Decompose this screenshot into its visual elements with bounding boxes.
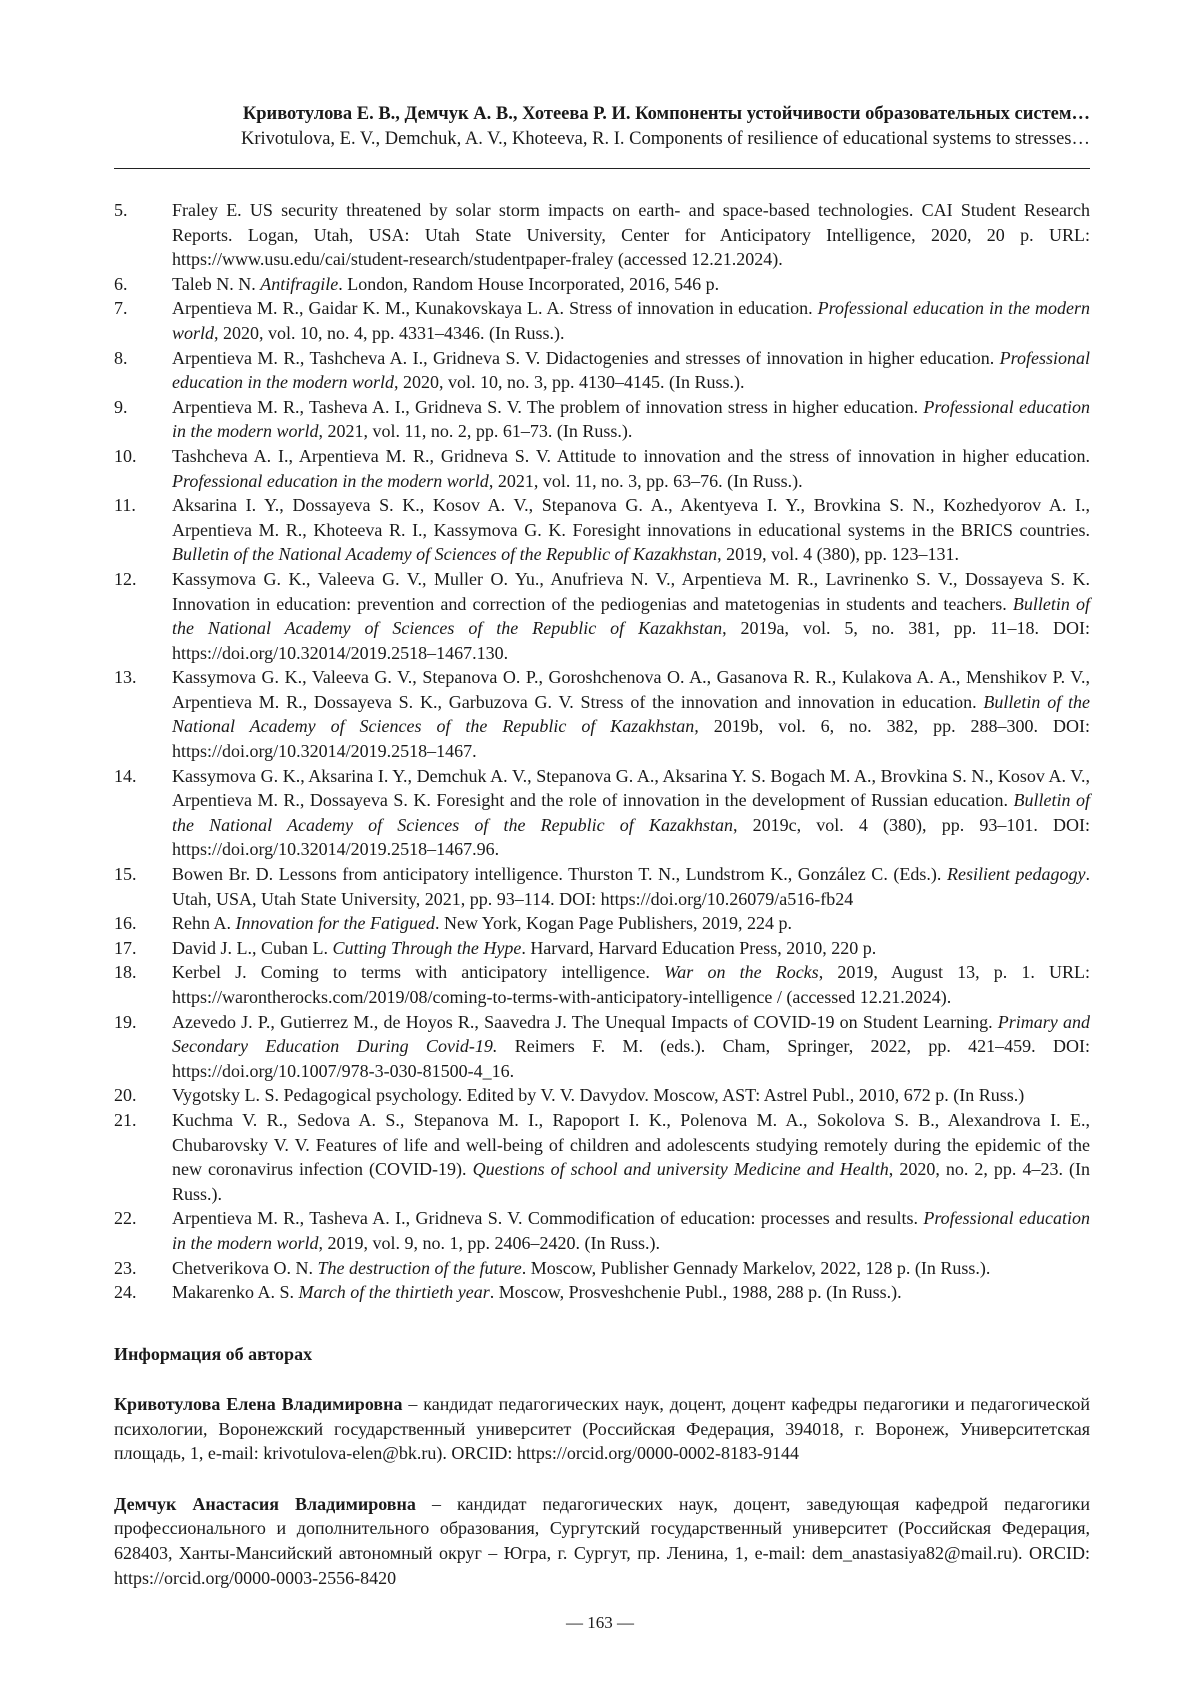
reference-text	[172, 1280, 1090, 1305]
reference-text	[172, 862, 1090, 911]
reference-text-part: Arpentieva M. R., Tashcheva A. I., Gridneva S. V. Didactogenies and stresses of innovation in higher education.	[172, 347, 1000, 368]
reference-text-part: Azevedo J. P., Gutierrez M., de Hoyos R., Saavedra J. The Unequal Impacts of COVID-19 on Student Learning.	[172, 1011, 998, 1032]
reference-number: 17.	[114, 937, 137, 958]
reference-text-part: , 2019a, vol. 5, no. 381, pp. 11–18. DOI: https://doi.org/10.32014/2019.2518–1467.130.	[172, 618, 1090, 663]
reference-number: 12.	[114, 568, 137, 589]
reference-source-title: Cutting Through the Hype	[332, 937, 522, 958]
reference-number: 16.	[114, 913, 137, 934]
reference-text-part: Reimers F. M. (eds.). Cham, Springer, 2022, pp. 421–459. DOI: https://doi.org/10.1007/978-3-030-81500-4_16.	[172, 1036, 1090, 1081]
author-details: – кандидат педагогических наук, доцент, заведующая кафедрой педагогики профессионального и дополнительного образования, Сургутский государственный университет (Российская Федерация, 628403, Ханты-Мансийский автономный округ – Югра, г. Сургут, пр. Ленина, 1, e-mail: dem_anastasiya82@mail.ru). ORCID: https://orcid.org/0000-0003-2556-8420	[114, 1493, 1091, 1588]
reference-text-part: David J. L., Cuban L.	[172, 937, 333, 958]
reference-item	[114, 862, 1090, 911]
reference-source-title: Bulletin of the National Academy of Sciences of the Republic of Kazakhstan	[172, 544, 718, 565]
reference-source-title: The destruction of the future	[317, 1257, 522, 1278]
reference-item	[114, 346, 1090, 395]
reference-text-part: Kerbel J. Coming to terms with anticipatory intelligence.	[172, 962, 664, 983]
reference-text-part: , 2021, vol. 11, no. 2, pp. 61–73. (In Russ.).	[318, 421, 633, 442]
reference-text-part: Kuchma V. R., Sedova A. S., Stepanova M. I., Rapoport I. K., Polenova M. A., Sokolova S. B., Alexandrova I. E., Chubarovsky V. V. Features of life and well-being of children and adolescents studying remotely during the epidemic of the new coronavirus infection (COVID-19).	[172, 1109, 1090, 1180]
reference-text	[172, 936, 1090, 961]
reference-text	[172, 764, 1090, 862]
author-list	[114, 1392, 1090, 1590]
reference-text	[172, 567, 1090, 665]
reference-item	[114, 493, 1090, 567]
reference-source-title: Professional education in the modern world	[172, 347, 1090, 393]
reference-text	[172, 1108, 1090, 1206]
reference-item	[114, 198, 1090, 272]
reference-text-part: Arpentieva M. R., Tasheva A. I., Gridneva S. V. The problem of innovation stress in higher education.	[172, 396, 924, 417]
author-entry	[114, 1392, 1090, 1466]
reference-number: 20.	[114, 1085, 137, 1106]
author-name: Демчук Анастасия Владимировна	[114, 1493, 416, 1514]
reference-number: 9.	[114, 396, 128, 417]
reference-number: 5.	[114, 200, 128, 220]
reference-text-part: Kassymova G. K., Valeeva G. V., Muller O. Yu., Anufrieva N. V., Arpentieva M. R., Lavrinenko S. V., Dossayeva S. K. Innovation in education: prevention and correction of the pediogenias and matetogenias in students and teachers.	[172, 568, 1090, 614]
reference-text-part: Arpentieva M. R., Tasheva A. I., Gridneva S. V. Commodification of education: processes and results.	[172, 1208, 924, 1229]
reference-item	[114, 1108, 1090, 1206]
reference-text-part: , 2019, vol. 9, no. 1, pp. 2406–2420. (In Russ.).	[318, 1232, 660, 1253]
reference-source-title: Questions of school and university Medicine and Health	[472, 1159, 889, 1180]
reference-number: 10.	[114, 445, 137, 466]
reference-number: 24.	[114, 1282, 137, 1303]
reference-text-part: Vygotsky L. S. Pedagogical psychology. Edited by V. V. Davydov. Moscow, AST: Astrel Publ., 2010, 672 p. (In Russ.)	[172, 1085, 1025, 1106]
reference-item	[114, 395, 1090, 444]
reference-text	[172, 272, 1090, 297]
reference-number: 19.	[114, 1011, 137, 1032]
reference-text-part: 2019b, vol. 6, no. 382, pp. 288–300. DOI: https://doi.org/10.32014/2019.2518–1467.	[172, 716, 1090, 762]
reference-number: 23.	[114, 1257, 137, 1278]
reference-text	[172, 911, 1090, 936]
reference-item	[114, 911, 1090, 936]
reference-number: 14.	[114, 765, 137, 786]
author-details: – кандидат педагогических наук, доцент, доцент кафедры педагогики и педагогической психологии, Воронежский государственный университет (Российская Федерация, 394018, г. Воронеж, Университетская площадь, 1, e-mail: krivotulova-elen@bk.ru). ORCID: https://orcid.org/0000-0002-8183-9144	[114, 1394, 1090, 1464]
reference-item	[114, 1083, 1090, 1108]
reference-item	[114, 764, 1090, 862]
reference-text-part: Fraley E. US security threatened by solar storm impacts on earth- and space-based technologies. CAI Student Research Reports. Logan, Utah, USA: Utah State University, Center for Anticipatory Intelligence, 2020, 20 p. URL: https://www.usu.edu/cai/student-research/studentpaper-fraley (accessed 12.21.2024).	[172, 200, 1090, 270]
author-name: Кривотулова Елена Владимировна	[114, 1394, 403, 1414]
reference-text-part: . Utah, USA, Utah State University, 2021, pp. 93–114. DOI: https://doi.org/10.26079/a516-fb24	[172, 864, 1090, 909]
reference-text	[172, 296, 1090, 345]
reference-source-title: Professional education in the modern world	[172, 1208, 1090, 1253]
reference-source-title: March of the thirtieth year	[298, 1282, 490, 1303]
reference-text	[172, 960, 1090, 1009]
reference-text	[172, 395, 1090, 444]
reference-source-title: Bulletin of the National Academy of Sciences of the Republic of Kazakhstan,	[172, 691, 1090, 737]
reference-item	[114, 296, 1090, 345]
reference-number: 6.	[114, 273, 128, 294]
reference-source-title: Professional education in the modern world	[172, 470, 489, 491]
reference-text-part: . New York, Kogan Page Publishers, 2019, 224 p.	[434, 913, 792, 934]
reference-text	[172, 493, 1090, 567]
reference-source-title: Primary and Secondary Education During Covid-19.	[172, 1011, 1090, 1057]
reference-item	[114, 567, 1090, 665]
reference-number: 21.	[114, 1109, 137, 1130]
reference-text-part: . Moscow, Publisher Gennady Markelov, 2022, 128 p. (In Russ.).	[521, 1257, 991, 1278]
reference-text-part: . Harvard, Harvard Education Press, 2010, 220 p.	[521, 937, 877, 958]
author-entry	[114, 1492, 1090, 1590]
reference-text-part: Aksarina I. Y., Dossayeva S. K., Kosov A. V., Stepanova G. A., Akentyeva I. Y., Brovkina S. N., Kozhedyorov A. I., Arpentieva M. R., Khoteeva R. I., Kassymova G. K. Foresight innovations in educational systems in the BRICS countries.	[172, 495, 1090, 540]
reference-source-title: War on the Rocks	[663, 962, 819, 983]
reference-item	[114, 960, 1090, 1009]
reference-text-part: , 2019, vol. 4 (380), pp. 123–131.	[717, 544, 960, 565]
reference-text-part: Chetverikova O. N.	[172, 1257, 318, 1278]
reference-text-part: Kassymova G. K., Valeeva G. V., Stepanova O. P., Goroshchenova O. A., Gasanova R. R., Kulakova A. A., Menshikov P. V., Arpentieva M. R., Dossayeva S. K., Garbuzova G. V. Stress of the innovation and innovation in education.	[172, 667, 1090, 712]
reference-text	[172, 1206, 1090, 1255]
reference-text	[172, 1083, 1090, 1108]
reference-text-part: Bowen Br. D. Lessons from anticipatory intelligence. Thurston T. N., Lundstrom K., González C. (Eds.).	[172, 864, 947, 885]
author-information	[114, 1342, 1090, 1616]
reference-text-part: , 2021, vol. 11, no. 3, pp. 63–76. (In Russ.).	[488, 470, 803, 491]
reference-number: 13.	[114, 667, 137, 688]
author-information-heading: Информация об авторах	[114, 1344, 313, 1364]
reference-text	[172, 444, 1090, 493]
reference-text-part: . London, Random House Incorporated, 2016, 546 p.	[338, 273, 720, 294]
reference-item	[114, 1010, 1090, 1084]
reference-item	[114, 1206, 1090, 1255]
reference-source-title: Professional education in the modern world	[172, 298, 1090, 343]
reference-text-part: , 2020, vol. 10, no. 4, pp. 4331–4346. (In Russ.).	[214, 322, 565, 343]
reference-number: 22.	[114, 1208, 137, 1229]
reference-text-part: Tashcheva A. I., Arpentieva M. R., Gridneva S. V. Attitude to innovation and the stress of innovation in higher education.	[172, 445, 1090, 466]
reference-source-title: Resilient pedagogy	[946, 864, 1086, 885]
reference-text-part: Taleb N. N.	[172, 273, 261, 294]
running-header-russian: Кривотулова Е. В., Демчук А. В., Хотеева Р. И. Компоненты устойчивости образовательных систем…	[242, 104, 1090, 124]
reference-item	[114, 1280, 1090, 1305]
reference-number: 15.	[114, 864, 137, 885]
reference-item	[114, 444, 1090, 493]
reference-text	[172, 665, 1090, 763]
reference-number: 7.	[114, 298, 128, 319]
reference-number: 18.	[114, 962, 137, 983]
reference-text-part: Arpentieva M. R., Gaidar K. M., Kunakovskaya L. A. Stress of innovation in education.	[172, 298, 818, 319]
reference-text-part: , 2020, no. 2, pp. 4–23. (In Russ.).	[172, 1159, 1090, 1204]
reference-text-part: Makarenko A. S.	[172, 1282, 299, 1303]
reference-text-part: . Moscow, Prosveshchenie Publ., 1988, 288 p. (In Russ.).	[489, 1282, 902, 1303]
page-number: — 163 —	[566, 1613, 634, 1632]
reference-text-part: , 2019, August 13, p. 1. URL: https://warontherocks.com/2019/08/coming-to-terms-with-anticipatory-intelligence / (accessed 12.21.2024).	[172, 962, 1090, 1007]
reference-source-title: Bulletin of the National Academy of Sciences of the Republic of Kazakhstan	[172, 790, 1091, 835]
reference-item	[114, 936, 1090, 961]
reference-text	[172, 198, 1090, 272]
reference-number: 8.	[114, 347, 128, 368]
reference-list	[114, 198, 1090, 1305]
reference-text-part: Rehn A.	[172, 913, 236, 934]
reference-source-title: Antifragile	[260, 273, 339, 294]
reference-text	[172, 1010, 1090, 1084]
reference-source-title: Innovation for the Fatigued	[235, 913, 435, 934]
reference-text-part: , 2020, vol. 10, no. 3, pp. 4130–4145. (In Russ.).	[393, 372, 745, 393]
running-header-english: Krivotulova, E. V., Demchuk, A. V., Khoteeva, R. I. Components of resilience of educational systems to stresses…	[241, 129, 1090, 149]
reference-item	[114, 665, 1090, 763]
reference-item	[114, 1256, 1090, 1281]
reference-text-part: Kassymova G. K., Aksarina I. Y., Demchuk A. V., Stepanova G. A., Aksarina Y. S. Bogach M. A., Brovkina S. N., Kosov A. V., Arpentieva M. R., Dossayeva S. K. Foresight and the role of innovation in the development of Russian education.	[172, 765, 1090, 811]
reference-text-part: , 2019c, vol. 4 (380), pp. 93–101. DOI: https://doi.org/10.32014/2019.2518–1467.96.	[172, 814, 1090, 860]
running-header	[114, 102, 1090, 152]
reference-source-title: Professional education in the modern world	[172, 396, 1090, 442]
header-divider	[114, 168, 1090, 169]
reference-number: 11.	[114, 495, 136, 516]
reference-text	[172, 1256, 1090, 1281]
reference-text	[172, 346, 1090, 395]
reference-item	[114, 272, 1090, 297]
reference-source-title: Bulletin of the National Academy of Sciences of the Republic of Kazakhstan	[172, 593, 1090, 639]
